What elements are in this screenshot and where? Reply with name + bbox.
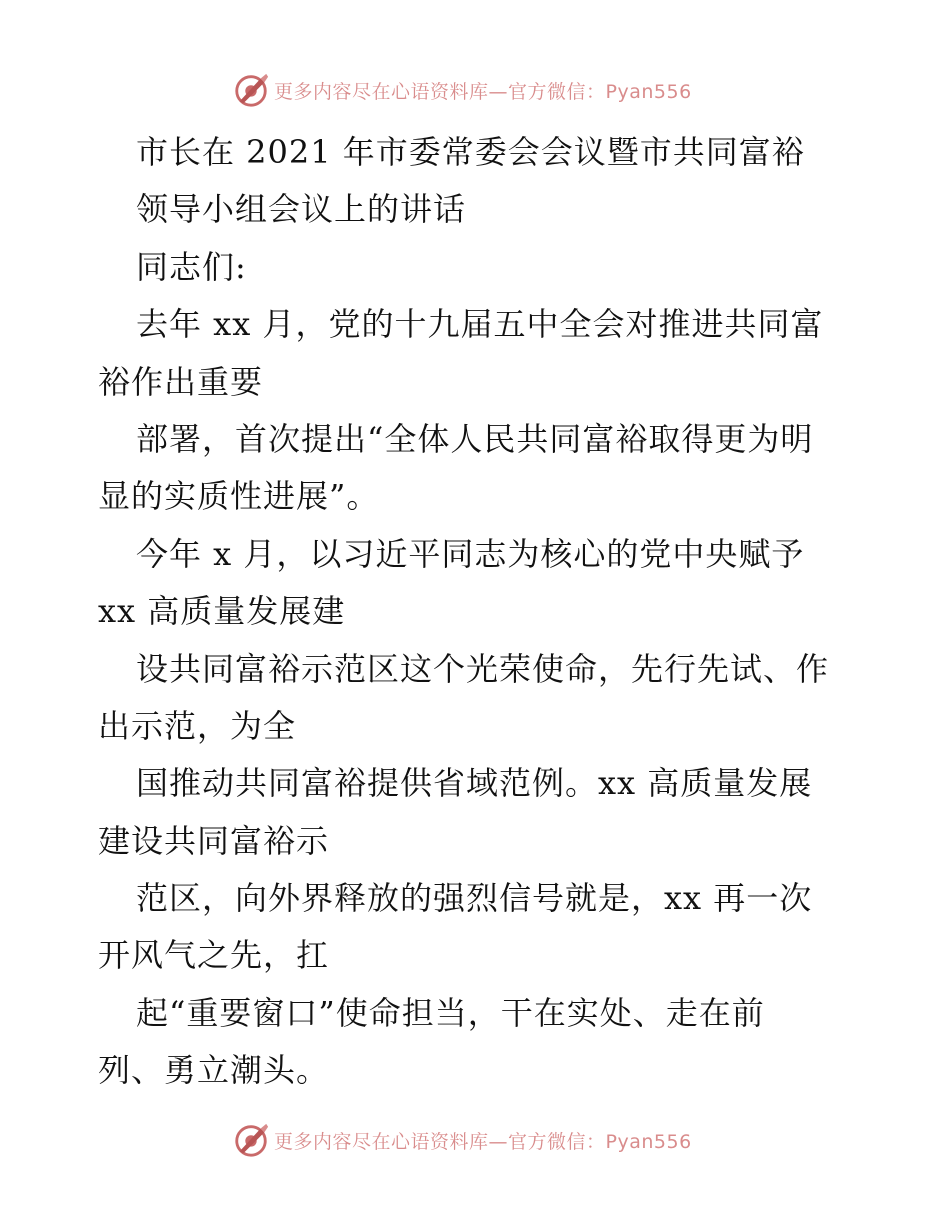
paragraph-line: 去年 xx 月，党的十九届五中全会对推进共同富 <box>136 305 824 344</box>
paragraph-line: 开风气之先，扛 <box>98 936 330 975</box>
watermark-footer <box>232 1120 692 1160</box>
paragraph-line: 裕作出重要 <box>98 362 264 401</box>
paragraph-line: 范区，向外界释放的强烈信号就是，xx 再一次 <box>136 879 813 918</box>
watermark-text: 更多内容尽在心语资料库—官方微信：Pyan556 <box>274 80 692 103</box>
paragraph-line: 设共同富裕示范区这个光荣使命，先行先试、作 <box>136 649 830 688</box>
pen-logo-icon <box>232 1121 270 1159</box>
paragraph-line: 建设共同富裕示 <box>98 821 330 860</box>
paragraph-line: 今年 x 月，以习近平同志为核心的党中央赋予 <box>136 534 805 573</box>
paragraph-line: 国推动共同富裕提供省域范例。xx 高质量发展 <box>136 764 813 803</box>
paragraph-line: 出示范，为全 <box>98 706 297 745</box>
pen-logo-icon <box>232 71 270 109</box>
paragraph-line: xx 高质量发展建 <box>98 592 346 631</box>
title-line-2: 领导小组会议上的讲话 <box>136 190 467 229</box>
document-body <box>98 124 858 1100</box>
paragraph-line: 起“重要窗口”使命担当，干在实处、走在前 <box>136 993 765 1032</box>
paragraph-line: 显的实质性进展”。 <box>98 477 380 516</box>
paragraph-line: 部署，首次提出“全体人民共同富裕取得更为明 <box>136 419 814 458</box>
salutation: 同志们: <box>136 247 247 286</box>
paragraph-line: 列、勇立潮头。 <box>98 1051 330 1090</box>
watermark-text: 更多内容尽在心语资料库—官方微信：Pyan556 <box>274 1130 692 1153</box>
title-line-1: 市长在 2021 年市委常委会会议暨市共同富裕 <box>136 133 805 171</box>
watermark-header <box>232 70 692 110</box>
